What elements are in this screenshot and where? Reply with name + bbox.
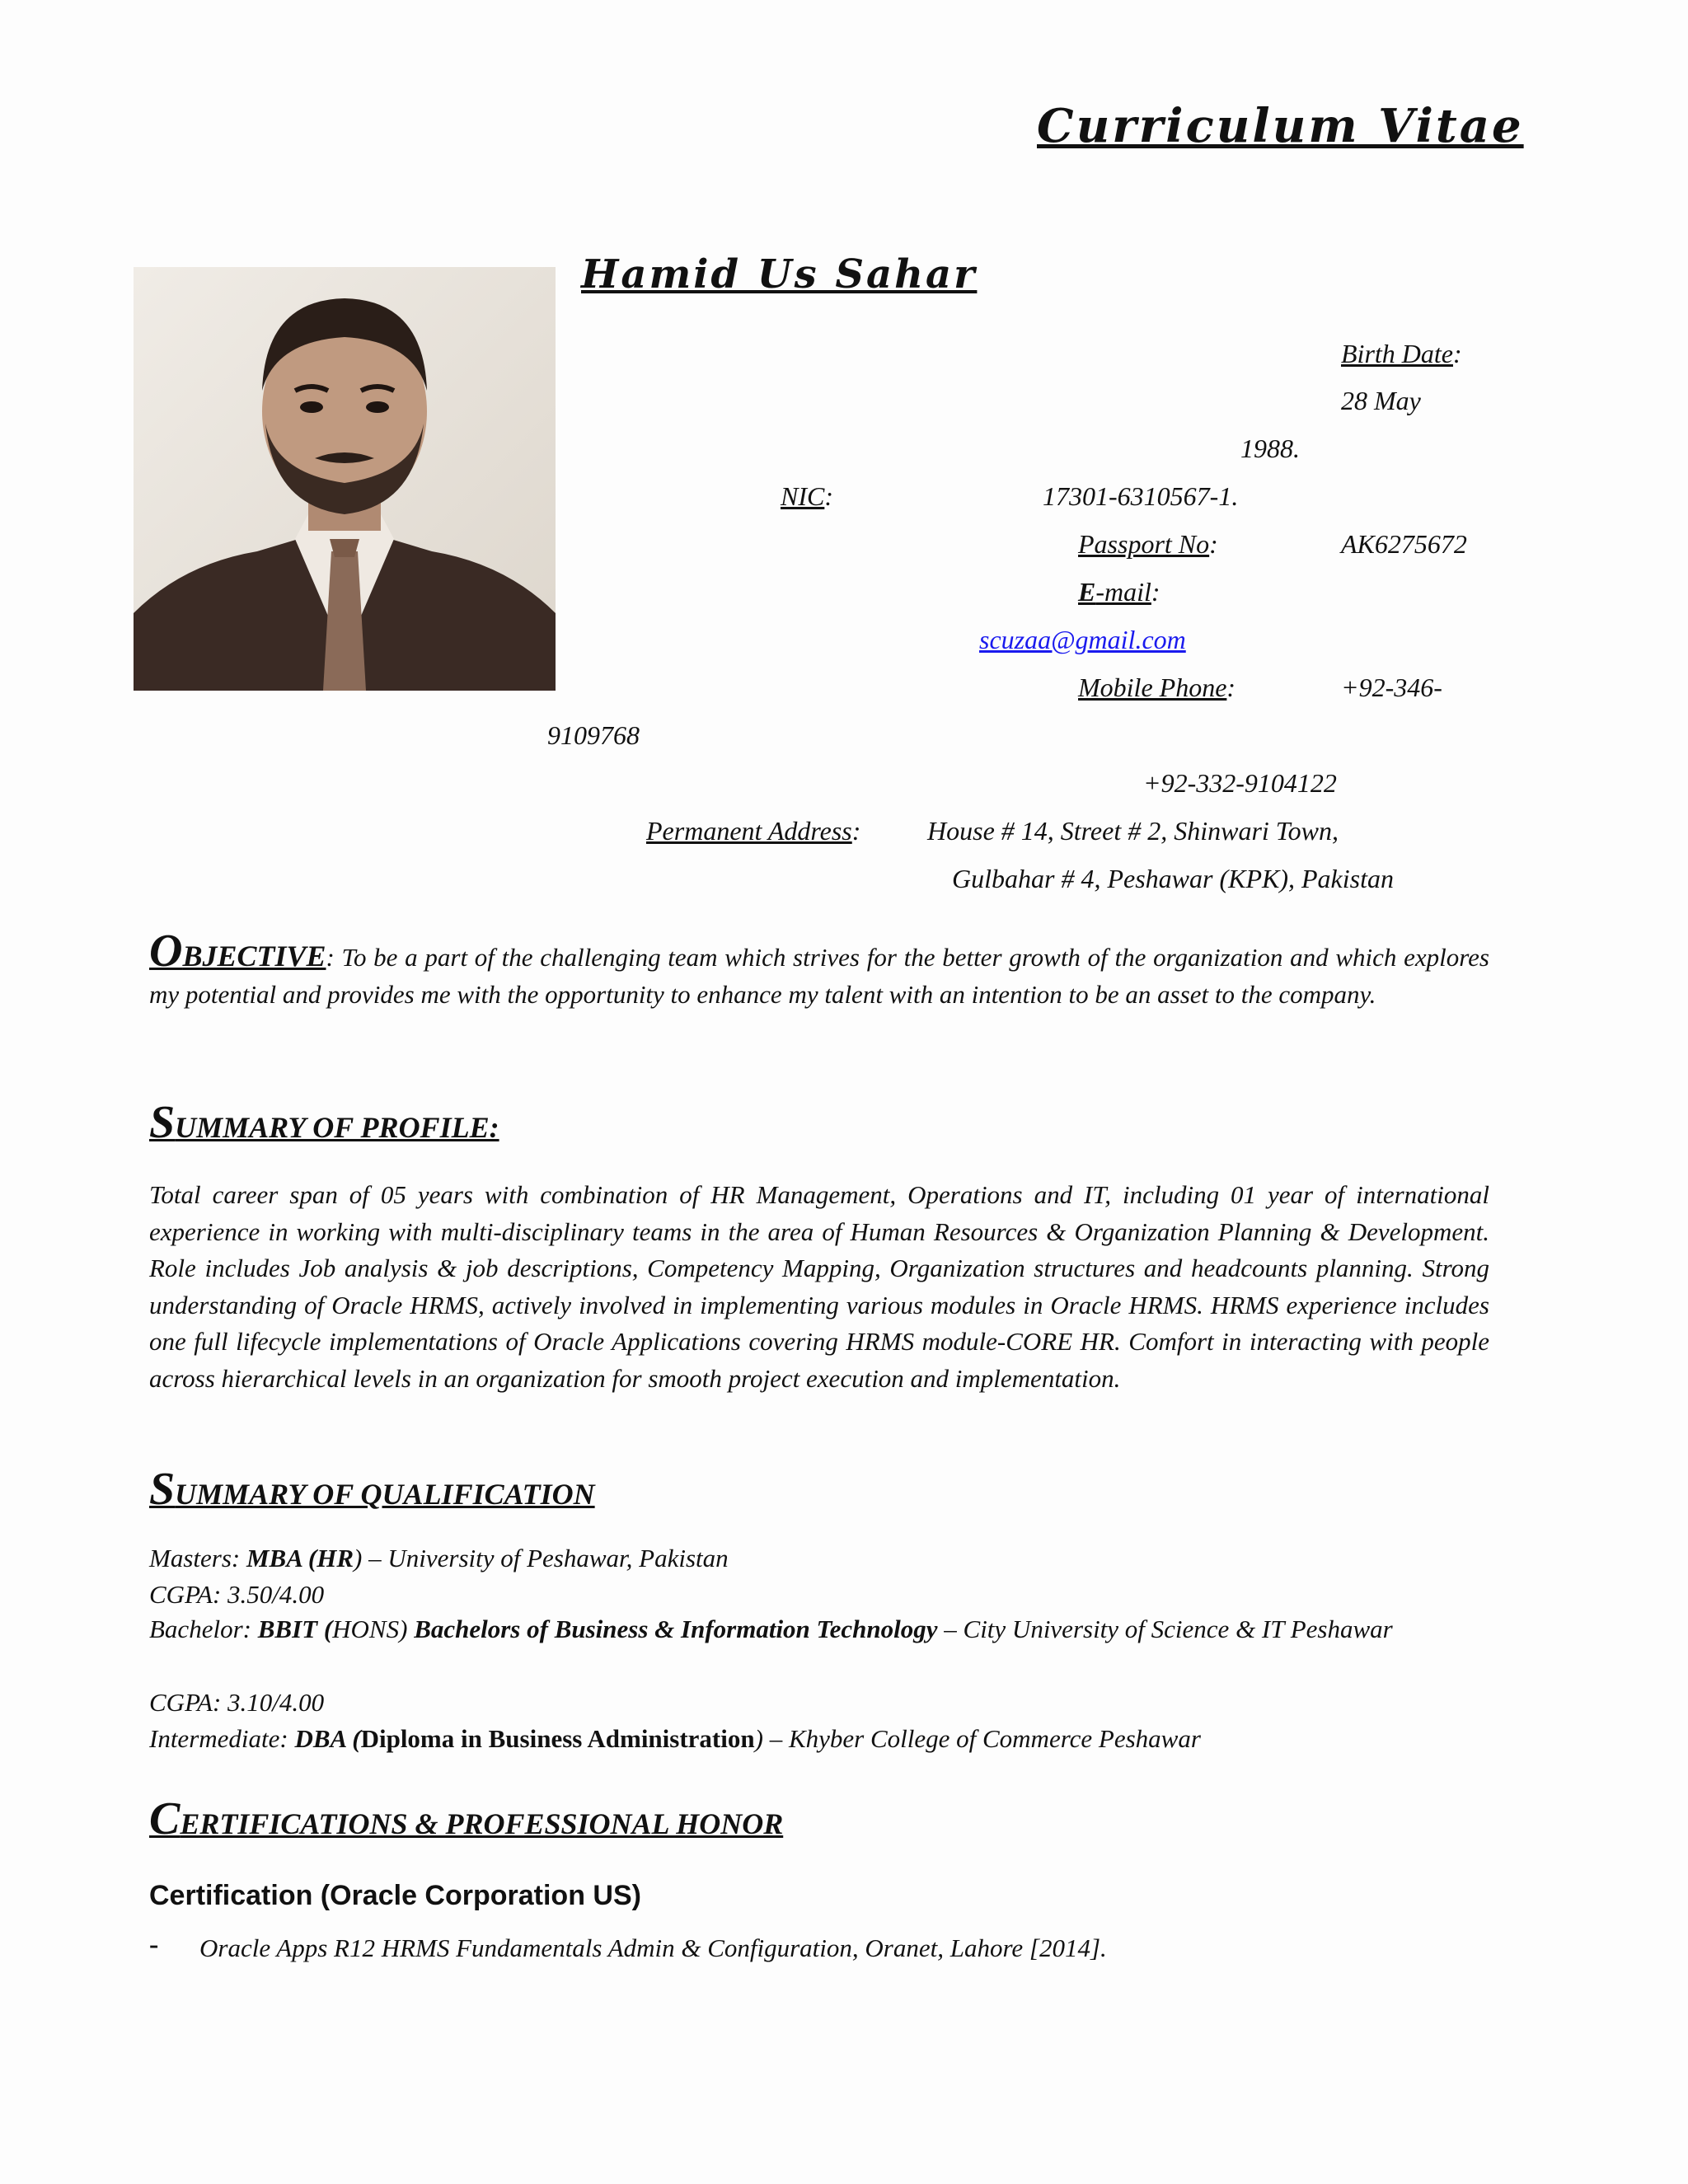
summary-profile-heading: SUMMARY OF PROFILE: — [149, 1097, 499, 1148]
qualification-masters-cgpa: CGPA: 3.50/4.00 — [149, 1580, 325, 1609]
mobile-value-1: +92-346- — [1341, 673, 1442, 702]
certification-subtitle: Certification (Oracle Corporation US) — [149, 1880, 641, 1911]
nic-field — [781, 481, 833, 512]
mobile-field — [1078, 673, 1236, 703]
candidate-name: Hamid Us Sahar — [581, 251, 978, 298]
address-line-1: House # 14, Street # 2, Shinwari Town, — [927, 816, 1339, 846]
email-label-initial: E — [1078, 577, 1096, 607]
colon: : — [824, 481, 833, 511]
objective-heading: OBJECTIVE — [149, 926, 326, 977]
colon: : — [1209, 529, 1218, 559]
birth-date-value-1: 28 May — [1341, 386, 1421, 415]
objective-paragraph — [149, 926, 1489, 1013]
address-label: Permanent Address — [646, 816, 852, 846]
birth-date-field — [1341, 339, 1462, 369]
colon: : — [1452, 339, 1462, 368]
nic-value: 17301-6310567-1. — [1043, 481, 1239, 511]
email-field — [1078, 577, 1160, 607]
address-field — [646, 816, 860, 846]
qualification-intermediate: Intermediate: DBA (Diploma in Business Administration) – Khyber College of Commerce Peshawar — [149, 1724, 1201, 1753]
qualification-bachelor: Bachelor: BBIT (HONS) Bachelors of Business & Information Technology – City University of Science & IT Peshawar — [149, 1615, 1393, 1643]
birth-date-label: Birth Date — [1341, 339, 1453, 368]
email-label: -mail — [1095, 577, 1151, 607]
certification-item: Oracle Apps R12 HRMS Fundamentals Admin & Configuration, Oranet, Lahore [2014]. — [199, 1933, 1107, 1962]
mobile-label: Mobile Phone — [1078, 673, 1227, 702]
nic-label: NIC — [781, 481, 825, 511]
list-bullet: - — [149, 1929, 159, 1960]
passport-field — [1078, 529, 1218, 560]
address-line-2: Gulbahar # 4, Peshawar (KPK), Pakistan — [952, 864, 1394, 893]
objective-text: : To be a part of the challenging team which strives for the better growth of the organization and which explores my potential and provides me with the opportunity to enhance my talent with an intention to be an asset to the company. — [149, 943, 1489, 1009]
profile-photo — [134, 267, 556, 691]
email-value — [979, 625, 1186, 655]
email-link[interactable]: scuzaa@gmail.com — [979, 625, 1186, 654]
mobile-value-2: 9109768 — [547, 720, 640, 750]
birth-date-value-2: 1988. — [1240, 434, 1300, 463]
mobile-value-3: +92-332-9104122 — [1143, 768, 1337, 798]
qualification-heading: SUMMARY OF QUALIFICATION — [149, 1464, 595, 1515]
colon: : — [1226, 673, 1236, 702]
summary-profile-text: Total career span of 05 years with combination of HR Management, Operations and IT, including 01 year of international experience in working with multi-disciplinary teams in the area of Human Resources & Organization Planning & Development. Role includes Job analysis & job descriptions, Competency Mapping, Organization structures and headcounts planning. Strong understanding of Oracle HRMS, actively involved in implementing various modules in Oracle HRMS. HRMS experience includes one full lifecycle implementations of Oracle Applications covering HRMS module-CORE HR. Comfort in interacting with people across hierarchical levels in an organization for smooth project execution and implementation. — [149, 1180, 1489, 1393]
passport-value: AK6275672 — [1341, 529, 1467, 559]
qualification-masters: Masters: MBA (HR) – University of Peshawar, Pakistan — [149, 1544, 729, 1572]
certifications-heading: CERTIFICATIONS & PROFESSIONAL HONOR — [149, 1793, 784, 1844]
document-title: Curriculum Vitae — [1037, 99, 1524, 153]
passport-label: Passport No — [1078, 529, 1210, 559]
colon: : — [1151, 577, 1160, 607]
qualification-bachelor-cgpa: CGPA: 3.10/4.00 — [149, 1688, 325, 1717]
colon: : — [851, 816, 861, 846]
